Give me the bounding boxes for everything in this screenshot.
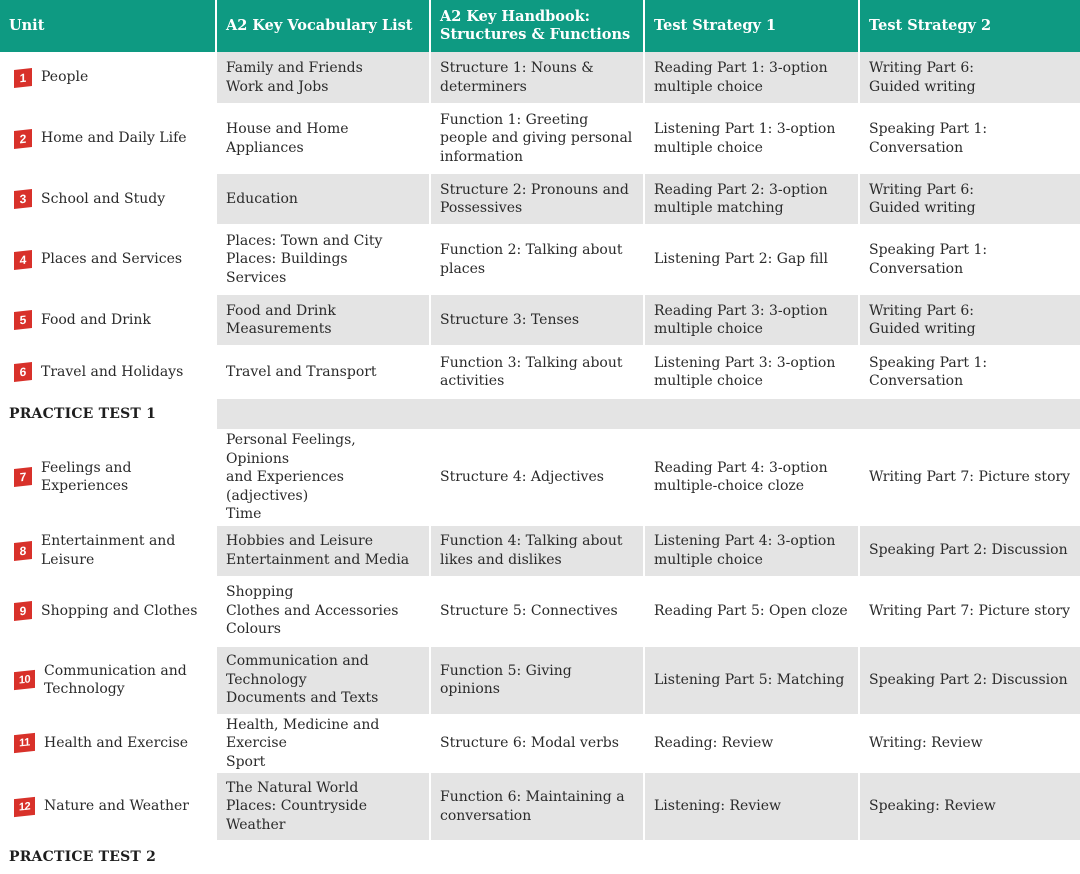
table-row (0, 646, 1080, 715)
unit-number-badge: 2 (14, 129, 32, 149)
strategy-1-cell: Listening Part 4: 3-option multiple choice (644, 525, 859, 577)
unit-name: Feelings and Experiences (41, 459, 132, 495)
table-row (0, 104, 1080, 173)
practice-test-1-label: PRACTICE TEST 1 (0, 398, 216, 430)
unit-number-badge: 9 (14, 601, 32, 621)
strategy-2-cell: Speaking Part 1: Conversation (859, 104, 1080, 173)
table-row (0, 577, 1080, 646)
practice-test-2-fill (216, 841, 1080, 873)
strategy-2-cell: Speaking: Review (859, 772, 1080, 841)
handbook-cell: Function 2: Talking about places (430, 225, 644, 294)
strategy-2-cell: Speaking Part 1: Conversation (859, 225, 1080, 294)
unit-number-badge: 7 (14, 467, 32, 487)
strategy-1-cell: Reading: Review (644, 715, 859, 773)
strategy-1-cell: Reading Part 5: Open cloze (644, 577, 859, 646)
unit-number-badge: 5 (14, 310, 32, 330)
strategy-1-cell: Listening Part 1: 3-option multiple choice (644, 104, 859, 173)
table-row (0, 173, 1080, 225)
handbook-cell: Structure 2: Pronouns and Possessives (430, 173, 644, 225)
vocab-cell: Hobbies and Leisure Entertainment and Media (216, 525, 430, 577)
strategy-2-cell: Writing: Review (859, 715, 1080, 773)
strategy-1-cell: Reading Part 1: 3-option multiple choice (644, 52, 859, 104)
unit-cell (0, 715, 216, 773)
unit-name: School and Study (41, 190, 166, 207)
strategy-1-cell: Reading Part 3: 3-option multiple choice (644, 294, 859, 346)
strategy-1-cell: Reading Part 4: 3-option multiple-choice cloze (644, 430, 859, 525)
strategy-1-cell: Listening Part 2: Gap fill (644, 225, 859, 294)
unit-name: Home and Daily Life (41, 130, 187, 147)
handbook-cell: Function 4: Talking about likes and dislikes (430, 525, 644, 577)
strategy-2-cell: Writing Part 7: Picture story (859, 430, 1080, 525)
strategy-1-cell: Listening Part 3: 3-option multiple choice (644, 346, 859, 398)
handbook-cell: Function 1: Greeting people and giving personal information (430, 104, 644, 173)
unit-cell (0, 104, 216, 173)
vocab-cell: Education (216, 173, 430, 225)
vocab-cell: Health, Medicine and Exercise Sport (216, 715, 430, 773)
unit-name: Communication and Technology (44, 662, 187, 697)
header-strategy-1: Test Strategy 1 (644, 0, 859, 52)
unit-cell (0, 646, 216, 715)
table-row (0, 715, 1080, 773)
unit-number-badge: 11 (14, 733, 35, 753)
strategy-2-cell: Writing Part 6: Guided writing (859, 52, 1080, 104)
unit-cell (0, 525, 216, 577)
table-row (0, 430, 1080, 525)
vocab-cell: House and Home Appliances (216, 104, 430, 173)
strategy-2-cell: Writing Part 6: Guided writing (859, 173, 1080, 225)
vocab-cell: Family and Friends Work and Jobs (216, 52, 430, 104)
practice-test-1-fill (216, 398, 1080, 430)
practice-test-row (0, 841, 1080, 873)
unit-number-badge: 8 (14, 541, 32, 561)
unit-number-badge: 1 (14, 68, 32, 88)
table-row (0, 525, 1080, 577)
unit-name: Entertainment and Leisure (41, 533, 176, 568)
table-row (0, 772, 1080, 841)
unit-cell (0, 225, 216, 294)
unit-name: Places and Services (41, 251, 183, 268)
unit-cell (0, 430, 216, 525)
vocab-cell: Food and Drink Measurements (216, 294, 430, 346)
strategy-2-cell: Speaking Part 1: Conversation (859, 346, 1080, 398)
handbook-cell: Function 5: Giving opinions (430, 646, 644, 715)
table-row (0, 225, 1080, 294)
strategy-2-cell: Writing Part 7: Picture story (859, 577, 1080, 646)
handbook-cell: Structure 4: Adjectives (430, 430, 644, 525)
vocab-cell: Personal Feelings, Opinions and Experiences (adjectives) Time (216, 430, 430, 525)
vocab-cell: The Natural World Places: Countryside Weather (216, 772, 430, 841)
vocab-cell: Communication and Technology Documents and Texts (216, 646, 430, 715)
handbook-cell: Function 6: Maintaining a conversation (430, 772, 644, 841)
table-row (0, 52, 1080, 104)
strategy-1-cell: Reading Part 2: 3-option multiple matching (644, 173, 859, 225)
practice-test-2-label: PRACTICE TEST 2 (0, 841, 216, 873)
unit-number-badge: 4 (14, 250, 32, 270)
unit-name: People (41, 69, 89, 86)
unit-cell (0, 577, 216, 646)
vocab-cell: Travel and Transport (216, 346, 430, 398)
handbook-cell: Structure 3: Tenses (430, 294, 644, 346)
unit-cell (0, 52, 216, 104)
practice-test-row (0, 398, 1080, 430)
handbook-cell: Function 3: Talking about activities (430, 346, 644, 398)
unit-name: Nature and Weather (44, 798, 189, 815)
unit-number-badge: 6 (14, 362, 32, 382)
header-handbook: A2 Key Handbook: Structures & Functions (430, 0, 644, 52)
handbook-cell: Structure 1: Nouns & determiners (430, 52, 644, 104)
unit-name: Shopping and Clothes (41, 602, 198, 619)
strategy-2-cell: Speaking Part 2: Discussion (859, 525, 1080, 577)
header-vocabulary: A2 Key Vocabulary List (216, 0, 430, 52)
table-row (0, 346, 1080, 398)
handbook-cell: Structure 6: Modal verbs (430, 715, 644, 773)
vocab-cell: Shopping Clothes and Accessories Colours (216, 577, 430, 646)
unit-cell (0, 173, 216, 225)
unit-name: Health and Exercise (44, 735, 189, 751)
unit-cell (0, 346, 216, 398)
header-strategy-2: Test Strategy 2 (859, 0, 1080, 52)
unit-cell (0, 294, 216, 346)
unit-number-badge: 10 (14, 670, 35, 690)
vocab-cell: Places: Town and City Places: Buildings Services (216, 225, 430, 294)
unit-cell (0, 772, 216, 841)
table-row (0, 294, 1080, 346)
strategy-1-cell: Listening Part 5: Matching (644, 646, 859, 715)
header-unit: Unit (0, 0, 216, 52)
header-row (0, 0, 1080, 52)
unit-name: Travel and Holidays (41, 363, 184, 380)
strategy-2-cell: Speaking Part 2: Discussion (859, 646, 1080, 715)
handbook-cell: Structure 5: Connectives (430, 577, 644, 646)
unit-name: Food and Drink (41, 311, 151, 328)
strategy-1-cell: Listening: Review (644, 772, 859, 841)
unit-number-badge: 12 (14, 796, 35, 816)
strategy-2-cell: Writing Part 6: Guided writing (859, 294, 1080, 346)
unit-number-badge: 3 (14, 189, 32, 209)
